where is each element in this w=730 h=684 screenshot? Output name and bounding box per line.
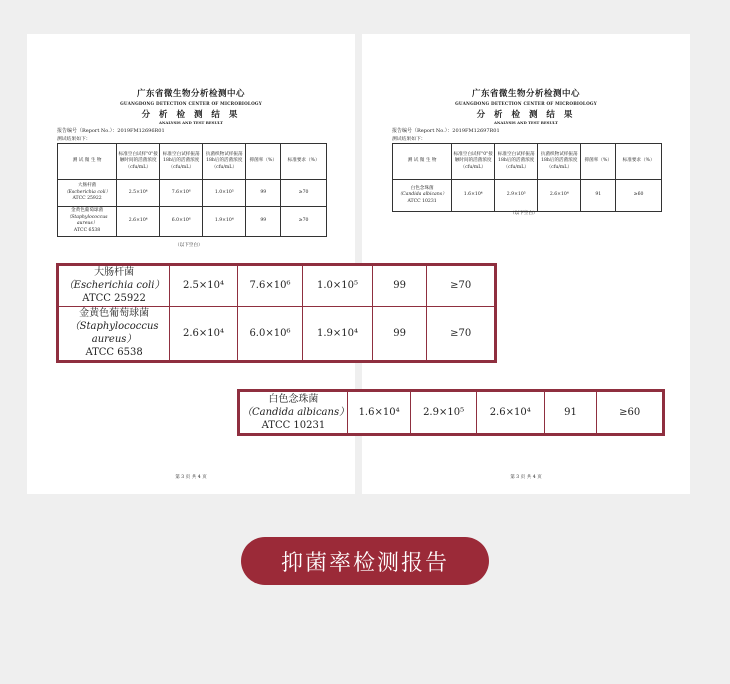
- header-cell: 标准空白试样振荡18h后的活菌浓度（cfu/mL）: [495, 144, 538, 180]
- table-row: [58, 207, 327, 237]
- microbe-cell: [59, 306, 170, 360]
- microbe-name: 大肠杆菌: [94, 267, 135, 279]
- header-cell: 抑菌率（%）: [581, 144, 616, 180]
- callout-table: [239, 391, 663, 434]
- requirement-cell: ≥70: [281, 180, 327, 207]
- microbe-cell: [58, 207, 117, 237]
- report-title-cn: 分 析 检 测 结 果: [141, 110, 241, 120]
- report-title-en: ANALYSIS AND TEST RESULT: [493, 120, 558, 125]
- microbe-name: 白色念珠菌: [410, 185, 434, 191]
- microbe-latin-name: （Staphylococcus aureus）: [66, 214, 108, 227]
- header-cell: 标准要求（%）: [616, 144, 662, 180]
- microbe-latin-name: （Candida albicans）: [397, 192, 447, 198]
- table-row: [58, 180, 327, 207]
- callout-table: [58, 265, 495, 361]
- header-cell: 抑菌率（%）: [246, 144, 281, 180]
- microbe-cell: [240, 392, 348, 434]
- table-header-row: [393, 144, 662, 180]
- requirement-cell: ≥70: [427, 266, 495, 307]
- report-title-cn: 分 析 检 测 结 果: [476, 110, 576, 120]
- value-cell: 1.0×10⁵: [303, 266, 373, 307]
- header-cell: 标准空白试样"0"接触时间的活菌浓度（cfu/mL）: [117, 144, 160, 180]
- table-header-row: [58, 144, 327, 180]
- microbe-strain: ATCC 10231: [261, 420, 326, 431]
- microbe-name: 大肠杆菌: [77, 183, 97, 189]
- blank-below-note: （以下空白）: [175, 243, 203, 248]
- org-name-cn: 广东省微生物分析检测中心: [136, 89, 245, 99]
- microbe-name: 金黄色葡萄球菌: [71, 208, 104, 213]
- value-cell: 2.5×10⁴: [170, 266, 238, 307]
- value-cell: 2.6×10⁴: [117, 207, 160, 237]
- report-number: 报告编号（Report No.）：2019FM12696R01: [57, 128, 165, 134]
- microbe-strain: ATCC 6538: [73, 227, 101, 233]
- value-cell: 2.5×10⁴: [117, 180, 160, 207]
- table-row: [240, 392, 663, 434]
- header-cell: 标准要求（%）: [281, 144, 327, 180]
- results-table: [392, 143, 662, 212]
- microbe-cell: [59, 266, 170, 307]
- report-title-en: ANALYSIS AND TEST RESULT: [158, 120, 223, 125]
- page-footer: 第 3 页 共 4 页: [510, 475, 542, 480]
- requirement-cell: ≥70: [281, 207, 327, 237]
- table-row: [59, 306, 495, 360]
- requirement-cell: ≥60: [616, 180, 662, 212]
- table-row: [393, 180, 662, 212]
- table-row: [59, 266, 495, 307]
- rate-cell: 99: [372, 306, 427, 360]
- header-cell: 测 试 微 生 物: [58, 144, 117, 180]
- value-cell: 7.6×10⁶: [160, 180, 203, 207]
- value-cell: 2.9×10⁵: [495, 180, 538, 212]
- report-number: 报告编号（Report No.）：2019FM12697R01: [392, 128, 500, 134]
- value-cell: 1.0×10⁵: [203, 180, 246, 207]
- microbe-strain: ATCC 6538: [85, 347, 143, 359]
- microbe-cell: [58, 180, 117, 207]
- results-intro: 测试结果如下：: [57, 137, 91, 142]
- header-cell: 测 试 微 生 物: [393, 144, 452, 180]
- microbe-latin-name: （Candida albicans）: [242, 407, 350, 418]
- header-cell: 标准空白试样"0"接触时间的活菌浓度（cfu/mL）: [452, 144, 495, 180]
- microbe-name: 白色念珠菌: [268, 394, 319, 405]
- results-table: [57, 143, 327, 237]
- value-cell: 2.6×10⁴: [538, 180, 581, 212]
- zoomed-callout-left: [56, 263, 497, 363]
- value-cell: 2.6×10⁴: [476, 392, 544, 434]
- header-cell: 标准空白试样振荡18h后的活菌浓度（cfu/mL）: [160, 144, 203, 180]
- microbe-latin-name: （Escherichia coli）: [63, 189, 111, 195]
- rate-cell: 99: [246, 207, 281, 237]
- rate-cell: 91: [581, 180, 616, 212]
- results-intro: 测试结果如下：: [392, 137, 426, 142]
- rate-cell: 99: [246, 180, 281, 207]
- header-cell: 抗菌织物试样振荡18h后的活菌浓度（cfu/mL）: [203, 144, 246, 180]
- value-cell: 1.9×10⁴: [203, 207, 246, 237]
- org-name-cn: 广东省微生物分析检测中心: [471, 89, 580, 99]
- header-cell: 抗菌织物试样振荡18h后的活菌浓度（cfu/mL）: [538, 144, 581, 180]
- report-title-banner: 抑菌率检测报告: [241, 537, 489, 585]
- value-cell: 2.6×10⁴: [170, 306, 238, 360]
- org-name-en: GUANGDONG DETECTION CENTER OF MICROBIOLOGY: [455, 101, 597, 106]
- org-name-en: GUANGDONG DETECTION CENTER OF MICROBIOLOGY: [120, 101, 262, 106]
- requirement-cell: ≥60: [597, 392, 663, 434]
- value-cell: 6.0×10⁶: [160, 207, 203, 237]
- value-cell: 1.6×10⁴: [452, 180, 495, 212]
- zoomed-callout-right: [237, 389, 665, 436]
- value-cell: 7.6×10⁶: [237, 266, 302, 307]
- microbe-latin-name: （Staphylococcus aureus）: [69, 321, 159, 346]
- requirement-cell: ≥70: [427, 306, 495, 360]
- value-cell: 6.0×10⁶: [237, 306, 302, 360]
- value-cell: 1.6×10⁴: [347, 392, 410, 434]
- microbe-strain: ATCC 10231: [407, 198, 437, 204]
- value-cell: 1.9×10⁴: [303, 306, 373, 360]
- microbe-cell: [393, 180, 452, 212]
- rate-cell: 91: [544, 392, 597, 434]
- microbe-strain: ATCC 25922: [72, 196, 102, 202]
- page-footer: 第 3 页 共 4 页: [175, 475, 207, 480]
- microbe-name: 金黄色葡萄球菌: [79, 308, 150, 320]
- microbe-strain: ATCC 25922: [82, 293, 146, 305]
- value-cell: 2.9×10⁵: [411, 392, 477, 434]
- rate-cell: 99: [372, 266, 427, 307]
- microbe-latin-name: （Escherichia coli）: [63, 280, 165, 292]
- blank-below-note: （以下空白）: [510, 211, 538, 216]
